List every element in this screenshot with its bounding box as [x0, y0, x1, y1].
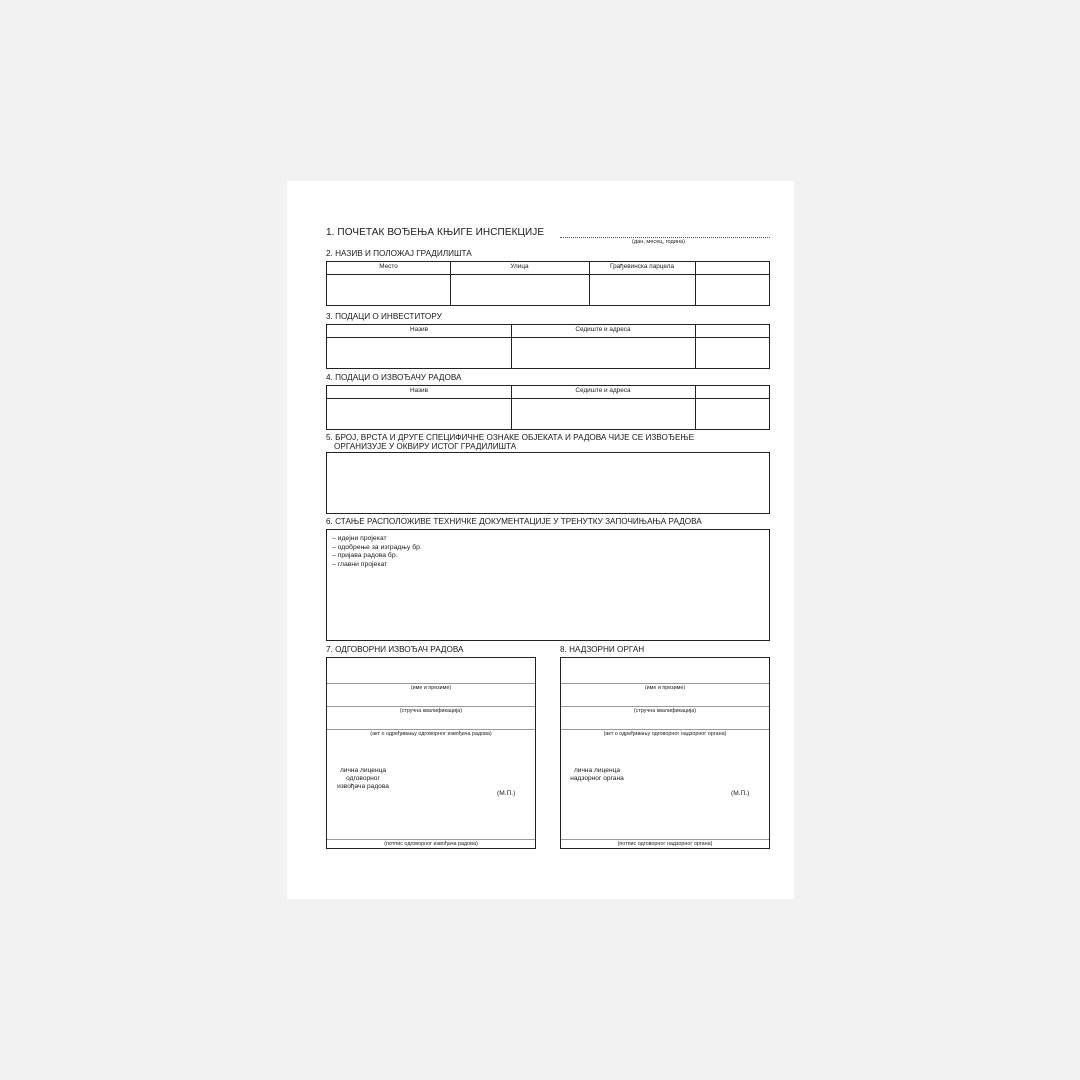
act-caption: (акт о одређивању одговорног извођача радова) [370, 731, 492, 737]
list-item: – главни пројекат [332, 560, 388, 568]
section-6-title: 6. СТАЊЕ РАСПОЛОЖИВЕ ТЕХНИЧКЕ ДОКУМЕНТАЦИЈЕ У ТРЕНУТКУ ЗАПОЧИЊАЊА РАДОВА [326, 517, 702, 526]
col-header-place: Место [379, 263, 398, 270]
license-label [567, 767, 627, 783]
qualification-line[interactable] [327, 706, 535, 707]
form-sheet [287, 181, 794, 899]
col-header-name: Назив [410, 326, 428, 333]
license-line: одговорног [346, 775, 380, 782]
list-item: – одобрење за изградњу бр. [332, 543, 422, 551]
table-divider [695, 325, 696, 368]
section-5-title [326, 433, 694, 451]
header-divider [327, 398, 769, 399]
objects-box[interactable] [326, 452, 770, 514]
table-divider [695, 262, 696, 305]
name-line[interactable] [327, 683, 535, 684]
supervisor-signature-box [560, 657, 770, 849]
name-caption: (име и презиме) [644, 685, 686, 691]
seal-label: (М.П.) [731, 790, 750, 797]
list-item: – идејни пројекат [332, 535, 387, 542]
act-caption: (акт о одређивању одговорног надзорног органа) [603, 731, 727, 737]
signature-caption: (потпис одговорног надзорног органа) [617, 841, 713, 847]
date-hint: (дан, месец, година) [632, 239, 685, 245]
header-divider [327, 274, 769, 275]
section-4-title: 4. ПОДАЦИ О ИЗВОЂАЧУ РАДОВА [326, 373, 462, 382]
section-5-title-line2: ОРГАНИЗУЈЕ У ОКВИРУ ИСТОГ ГРАДИЛИШТА [334, 442, 517, 451]
license-line: лична лиценца [339, 767, 387, 774]
section-7-title: 7. ОДГОВОРНИ ИЗВОЂАЧ РАДОВА [326, 645, 464, 654]
documentation-box[interactable] [326, 529, 770, 641]
col-header-name: Назив [410, 387, 428, 394]
license-line: лична лиценца [573, 767, 621, 774]
name-caption: (име и презиме) [410, 685, 452, 691]
col-header-address: Седиште и адреса [575, 387, 631, 394]
section-2-title: 2. НАЗИВ И ПОЛОЖАЈ ГРАДИЛИШТА [326, 249, 472, 258]
license-line: извођача радова [337, 783, 389, 790]
signature-line[interactable] [327, 839, 535, 840]
license-label [333, 767, 393, 791]
seal-label: (М.П.) [497, 790, 516, 797]
col-header-address: Седиште и адреса [575, 326, 631, 333]
qualification-caption: (стручна квалификација) [633, 708, 697, 714]
col-header-street: Улица [510, 263, 529, 270]
investor-table [326, 324, 770, 369]
header-divider [327, 337, 769, 338]
section-1-title: 1. ПОЧЕТАК ВОЂЕЊА КЊИГЕ ИНСПЕКЦИЈЕ [326, 227, 545, 238]
signature-line[interactable] [561, 839, 769, 840]
license-line: надзорног органа [570, 775, 624, 782]
contractor-signature-box [326, 657, 536, 849]
qualification-caption: (стручна квалификација) [399, 708, 463, 714]
date-fill-line[interactable] [560, 237, 770, 238]
site-table [326, 261, 770, 306]
col-header-parcel: Грађевинска парцела [609, 263, 675, 270]
signature-caption: (потпис одговорног извођача радова) [384, 841, 478, 847]
section-3-title: 3. ПОДАЦИ О ИНВЕСТИТОРУ [326, 312, 442, 321]
list-item: – пријава радова бр. [332, 552, 398, 560]
act-line[interactable] [327, 729, 535, 730]
act-line[interactable] [561, 729, 769, 730]
name-line[interactable] [561, 683, 769, 684]
table-divider [695, 386, 696, 429]
qualification-line[interactable] [561, 706, 769, 707]
section-5-title-line1: 5. БРОЈ, ВРСТА И ДРУГЕ СПЕЦИФИЧНЕ ОЗНАКЕ ОБЈЕКАТА И РАДОВА ЧИЈЕ СЕ ИЗВОЂЕЊЕ [326, 433, 695, 442]
documentation-list [332, 535, 422, 569]
section-8-title: 8. НАДЗОРНИ ОРГАН [560, 645, 645, 654]
contractor-table [326, 385, 770, 430]
